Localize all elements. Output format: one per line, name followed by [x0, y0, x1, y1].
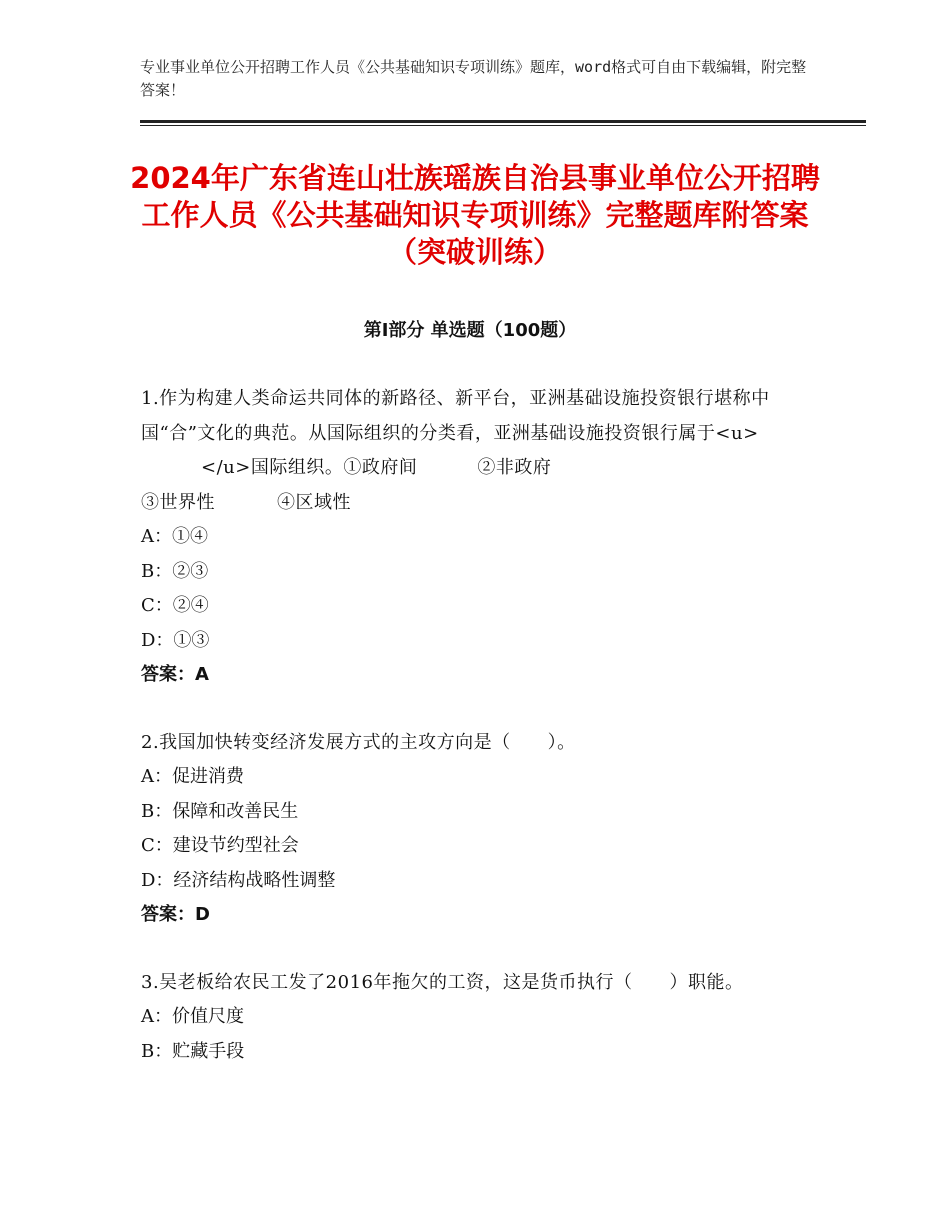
option-b: B：②③	[141, 560, 209, 582]
option-b: B：贮藏手段	[141, 1040, 245, 1062]
question-2	[141, 726, 801, 933]
question-list	[141, 382, 801, 1102]
question-3	[141, 966, 801, 1070]
option-a: A：促进消费	[141, 766, 244, 787]
option-d: D：①③	[141, 629, 210, 651]
stem-text: ③世界性	[141, 491, 215, 513]
header-divider-thin	[140, 125, 866, 126]
stem-text: </u>国际组织。①政府间	[201, 457, 418, 478]
stem-text: 1.作为构建人类命运共同体的新路径、新平台，亚洲基础设施投资银行堪称中国“合”文化的典范。从国际组织的分类看，亚洲基础设施投资银行属于<u>	[141, 388, 770, 444]
question-stem: 2.我国加快转变经济发展方式的主攻方向是（ ）。	[141, 731, 576, 753]
header-note: 专业事业单位公开招聘工作人员《公共基础知识专项训练》题库，word格式可自由下载编辑，附完整答案！	[140, 58, 807, 99]
answer: 答案：A	[141, 664, 209, 685]
option-b: B：保障和改善民生	[141, 800, 299, 822]
stem-text: ④区域性	[277, 491, 351, 513]
question-1	[141, 382, 801, 693]
option-d: D：经济结构战略性调整	[141, 869, 336, 891]
question-stem	[141, 382, 801, 520]
option-a: A：价值尺度	[141, 1006, 244, 1027]
question-stem: 3.吴老板给农民工发了2016年拖欠的工资，这是货币执行（ ）职能。	[141, 971, 744, 993]
section-title: 第Ⅰ部分 单选题（100题）	[363, 320, 577, 341]
option-c: C：建设节约型社会	[141, 835, 299, 856]
header-divider-thick	[140, 120, 866, 123]
option-a: A：①④	[141, 526, 208, 547]
stem-text: ②非政府	[477, 457, 552, 478]
option-c: C：②④	[141, 595, 209, 616]
answer: 答案：D	[141, 904, 210, 925]
document-title: 2024年广东省连山壮族瑶族自治县事业单位公开招聘工作人员《公共基础知识专项训练》完整题库附答案（突破训练）	[130, 161, 820, 269]
